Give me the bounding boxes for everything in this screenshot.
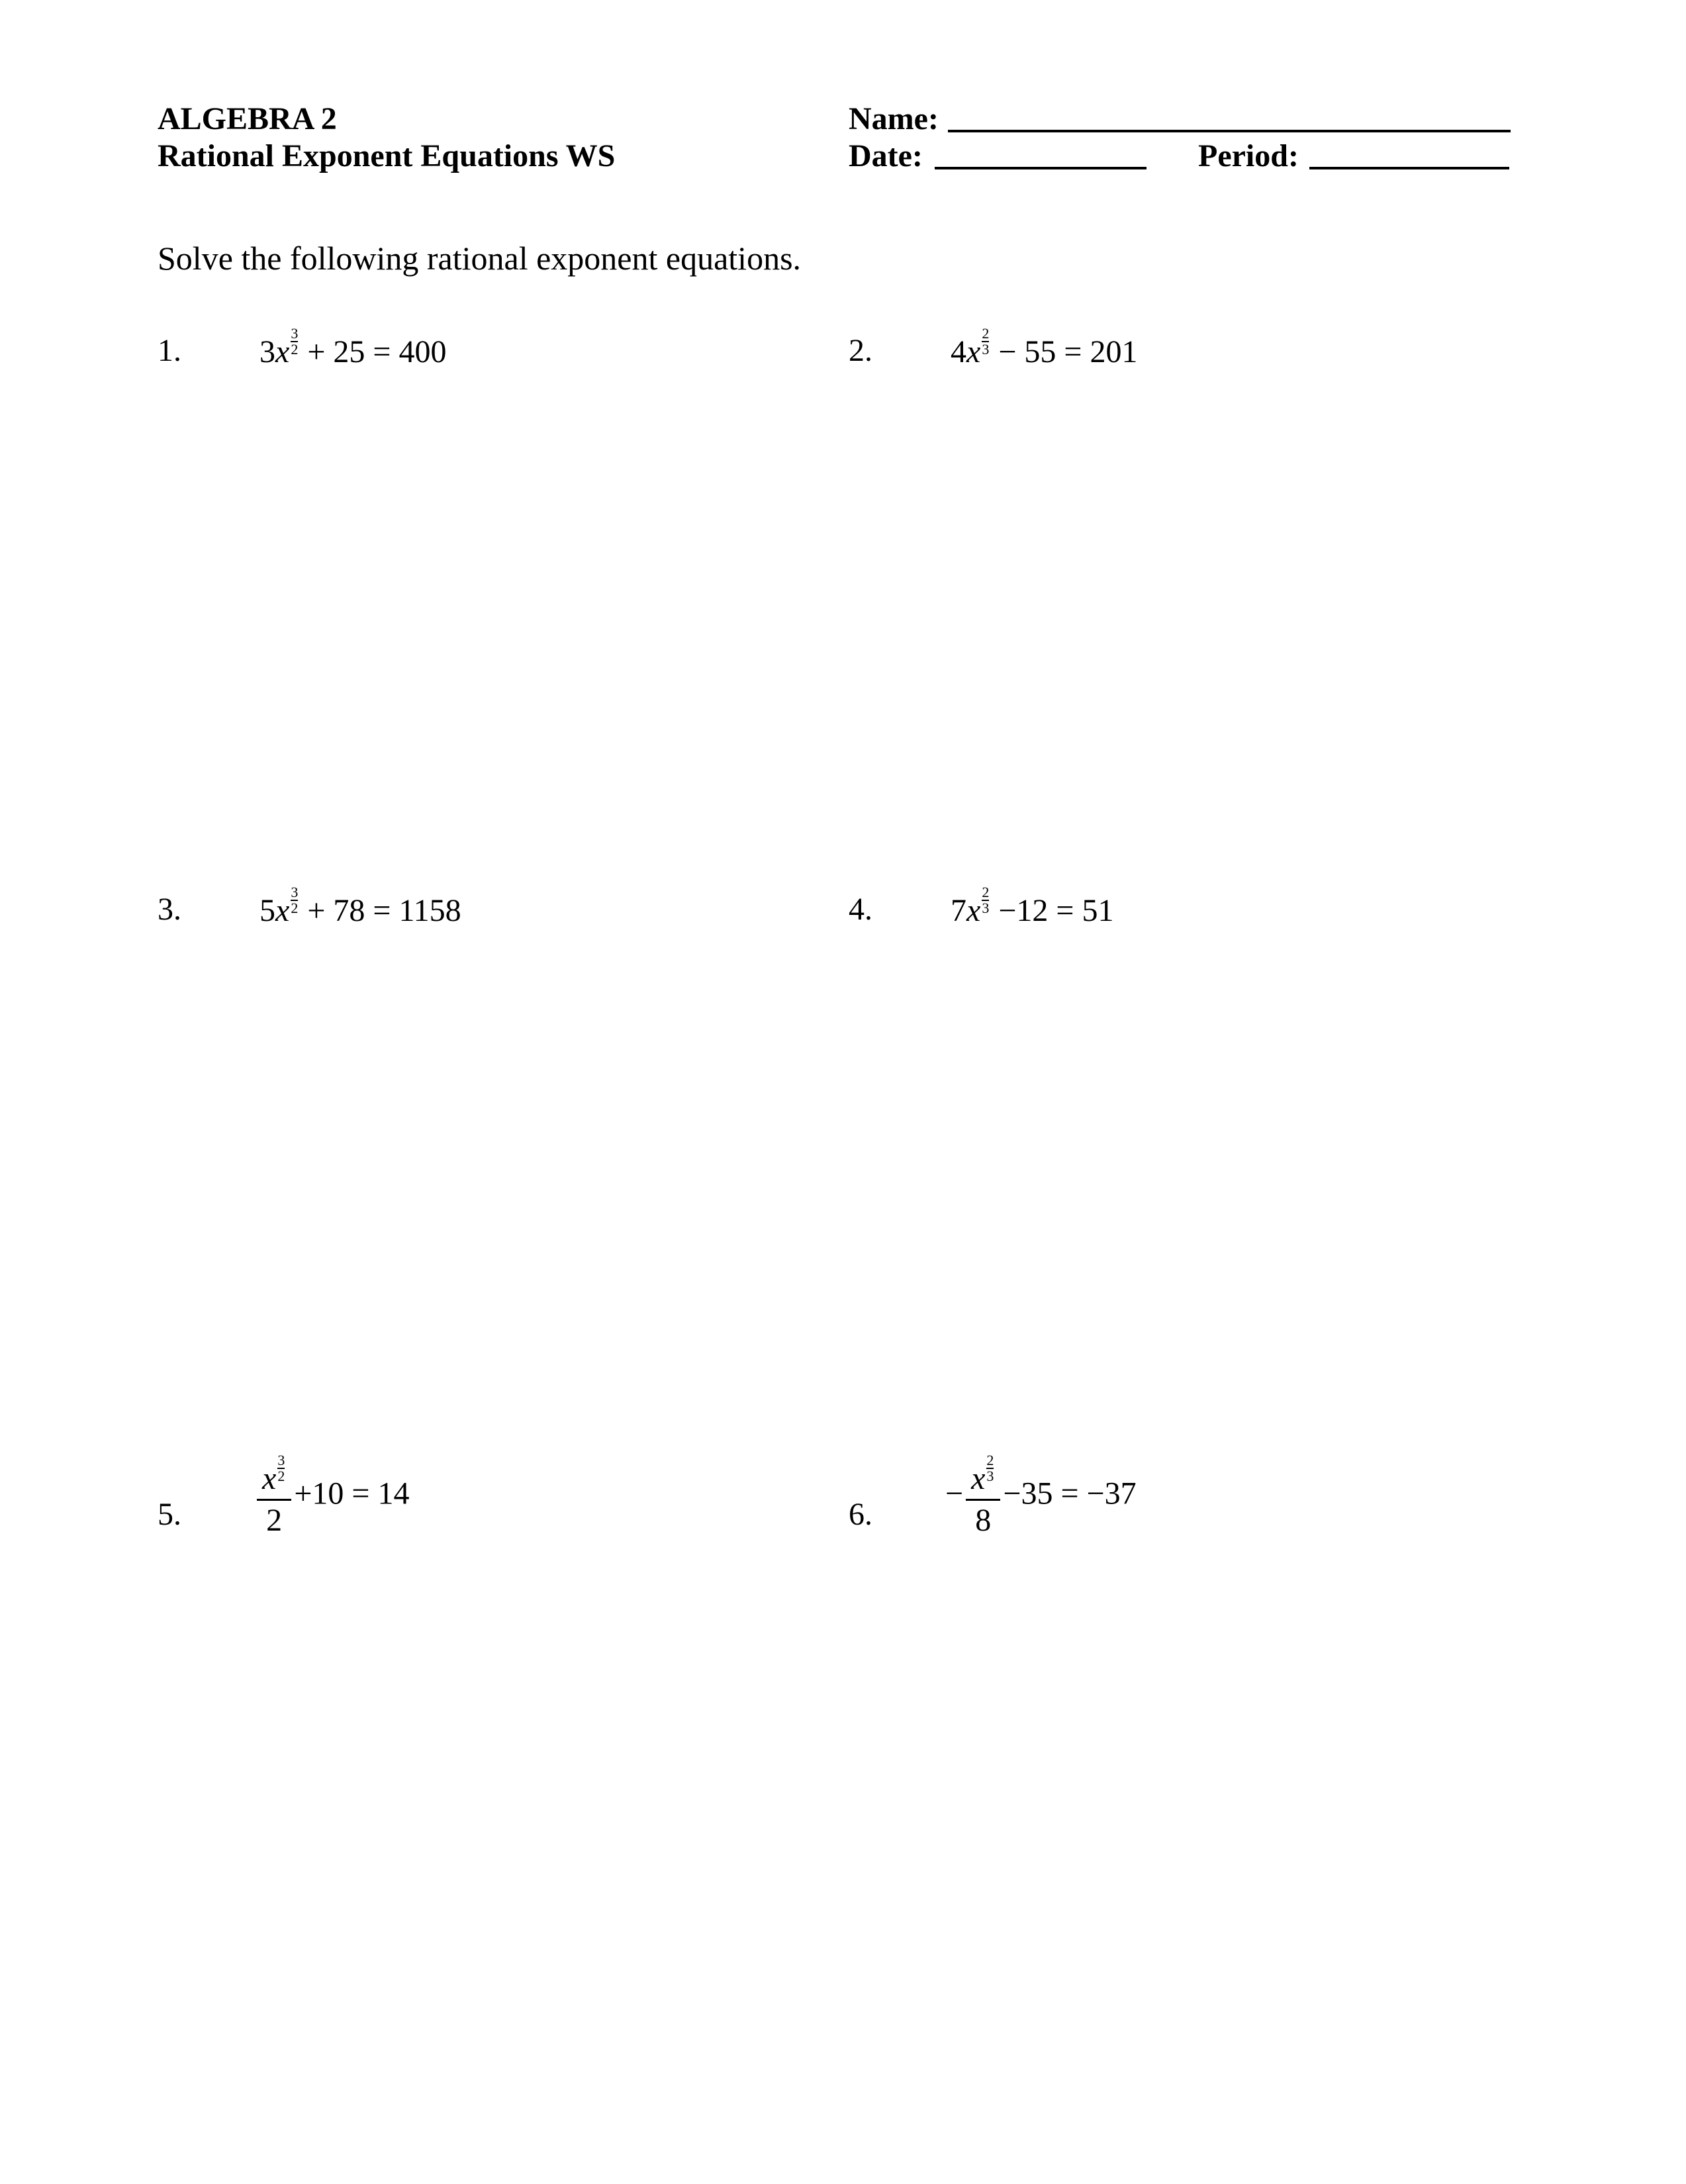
problem-equation	[951, 886, 1113, 929]
exponent-numerator: 2	[986, 1452, 994, 1468]
fraction	[966, 1454, 1000, 1539]
exponent-numerator: 2	[982, 884, 990, 900]
problem-equation	[254, 1454, 409, 1539]
variable: x	[262, 1461, 277, 1497]
exponent-numerator: 3	[277, 1452, 285, 1468]
coefficient: 5	[259, 893, 275, 929]
name-field[interactable]	[948, 130, 1511, 132]
exponent-denominator: 2	[277, 1468, 285, 1484]
problem-number: 5.	[158, 1497, 181, 1532]
exponent	[982, 327, 989, 356]
coefficient: 4	[951, 334, 966, 370]
exponent-denominator: 3	[982, 341, 990, 357]
problem-number: 1.	[158, 333, 181, 368]
worksheet-title: Rational Exponent Equations WS	[158, 138, 616, 173]
denominator: 2	[266, 1503, 283, 1539]
exponent-denominator: 3	[982, 900, 990, 916]
fraction	[257, 1454, 291, 1539]
exponent-denominator: 2	[291, 341, 299, 357]
course-title: ALGEBRA 2	[158, 101, 337, 136]
equation-rest: − 55 = 201	[998, 334, 1138, 370]
exponent-numerator: 3	[291, 325, 299, 342]
problem-equation	[951, 327, 1137, 371]
variable: x	[971, 1461, 986, 1497]
exponent	[291, 886, 298, 915]
problem-number: 6.	[849, 1497, 872, 1532]
exponent-denominator: 2	[291, 900, 299, 916]
period-field[interactable]	[1309, 167, 1509, 169]
date-field[interactable]	[935, 167, 1147, 169]
exponent-denominator: 3	[986, 1468, 994, 1484]
equation-rest: −35 = −37	[1003, 1476, 1137, 1511]
sign: −	[945, 1476, 964, 1511]
problem-number: 3.	[158, 892, 181, 927]
exponent	[986, 1454, 994, 1483]
instructions: Solve the following rational exponent equations.	[158, 240, 802, 277]
equation-rest: −12 = 51	[998, 893, 1114, 929]
exponent-numerator: 2	[982, 325, 990, 342]
problem-equation	[945, 1454, 1137, 1539]
coefficient: 3	[259, 334, 275, 370]
exponent-numerator: 3	[291, 884, 299, 900]
problem-equation	[259, 886, 461, 929]
equation-rest: + 78 = 1158	[307, 893, 461, 929]
exponent	[277, 1454, 285, 1483]
coefficient: 7	[951, 893, 966, 929]
variable: x	[966, 893, 981, 929]
period-label: Period:	[1198, 138, 1299, 173]
variable: x	[275, 334, 290, 370]
name-label: Name:	[849, 101, 939, 136]
problem-number: 4.	[849, 892, 872, 927]
variable: x	[966, 334, 981, 370]
date-label: Date:	[849, 138, 923, 173]
denominator: 8	[975, 1503, 992, 1539]
variable: x	[275, 893, 290, 929]
equation-rest: + 25 = 400	[307, 334, 447, 370]
equation-rest: +10 = 14	[294, 1476, 410, 1511]
problem-number: 2.	[849, 333, 872, 368]
problem-equation	[259, 327, 446, 371]
exponent	[982, 886, 989, 915]
exponent	[291, 327, 298, 356]
